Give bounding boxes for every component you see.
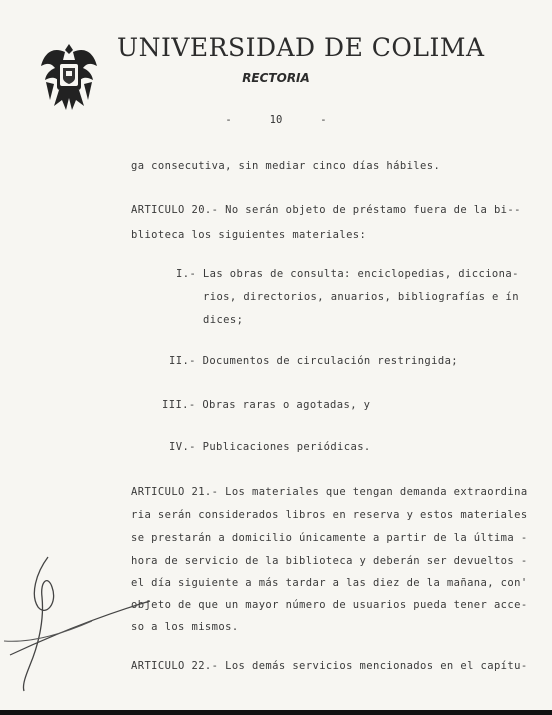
university-name: UNIVERSIDAD DE COLIMA [117, 33, 485, 62]
item-i-line-2: rios, directorios, anuarios, bibliografías e ín [203, 291, 519, 303]
item-iii: III.- Obras raras o agotadas, y [162, 399, 371, 411]
item-ii: II.- Documentos de circulación restringida; [169, 355, 459, 367]
item-i-line-1: I.- Las obras de consulta: enciclopedias, dicciona- [176, 268, 519, 280]
office-name: RECTORIA [242, 71, 310, 85]
scan-edge [0, 710, 552, 715]
article-21-line-1: ARTICULO 21.- Los materiales que tengan demanda extraordina [131, 486, 528, 498]
article-21-line-4: hora de servicio de la biblioteca y deberán ser devueltos - [131, 555, 528, 567]
item-i-line-3: dices; [203, 314, 244, 326]
article-21-line-6: objeto de que un mayor número de usuarios pueda tener acce- [131, 599, 528, 611]
item-iv: IV.- Publicaciones periódicas. [169, 441, 371, 453]
text-line: ga consecutiva, sin mediar cinco días hábiles. [131, 160, 441, 172]
article-21-line-5: el día siguiente a más tardar a las diez de la mañana, con' [131, 577, 528, 589]
article-21-line-3: se prestarán a domicilio únicamente a partir de la última - [131, 532, 528, 544]
article-21-line-7: so a los mismos. [131, 621, 239, 633]
handwritten-signature [0, 545, 160, 695]
page-number: - 10 - [225, 114, 327, 126]
article-22-line-1: ARTICULO 22.- Los demás servicios mencionados en el capítu- [131, 660, 528, 672]
article-20-line-2: blioteca los siguientes materiales: [131, 229, 367, 241]
article-21-line-2: ria serán considerados libros en reserva y estos materiales [131, 509, 528, 521]
article-20-line-1: ARTICULO 20.- No serán objeto de préstamo fuera de la bi-- [131, 204, 521, 216]
